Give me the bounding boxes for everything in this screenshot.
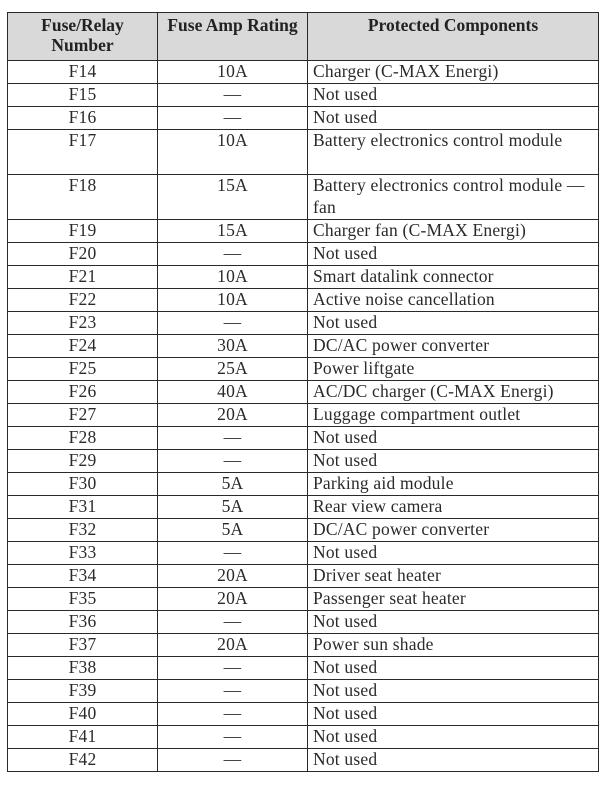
amp-rating: — <box>158 726 308 749</box>
fuse-number: F42 <box>8 749 158 772</box>
fuse-number: F18 <box>8 175 158 220</box>
protected-component: Active noise cancellation <box>308 289 599 312</box>
protected-component: Not used <box>308 450 599 473</box>
protected-component: Battery electronics control module <box>308 130 599 175</box>
amp-rating: — <box>158 611 308 634</box>
protected-component: Luggage compartment outlet <box>308 404 599 427</box>
table-row <box>8 703 599 726</box>
table-row <box>8 496 599 519</box>
header-row <box>8 13 599 61</box>
amp-rating: 20A <box>158 634 308 657</box>
fuse-number: F22 <box>8 289 158 312</box>
protected-component: Passenger seat heater <box>308 588 599 611</box>
fuse-number: F38 <box>8 657 158 680</box>
header-fuse-number: Fuse/Relay Number <box>8 13 158 61</box>
amp-rating: — <box>158 84 308 107</box>
protected-component: Not used <box>308 84 599 107</box>
amp-rating: — <box>158 680 308 703</box>
protected-component: Not used <box>308 680 599 703</box>
fuse-number: F41 <box>8 726 158 749</box>
table-row <box>8 427 599 450</box>
amp-rating: 5A <box>158 519 308 542</box>
table-row <box>8 381 599 404</box>
fuse-number: F34 <box>8 565 158 588</box>
table-row <box>8 634 599 657</box>
protected-component: Driver seat heater <box>308 565 599 588</box>
fuse-number: F15 <box>8 84 158 107</box>
table-row <box>8 175 599 220</box>
fuse-number: F29 <box>8 450 158 473</box>
amp-rating: 10A <box>158 130 308 175</box>
fuse-number: F17 <box>8 130 158 175</box>
protected-component: Power liftgate <box>308 358 599 381</box>
protected-component: Not used <box>308 542 599 565</box>
amp-rating: 30A <box>158 335 308 358</box>
protected-component: Not used <box>308 107 599 130</box>
table-row <box>8 726 599 749</box>
fuse-number: F32 <box>8 519 158 542</box>
table-row <box>8 61 599 84</box>
fuse-number: F31 <box>8 496 158 519</box>
table-row <box>8 542 599 565</box>
protected-component: Power sun shade <box>308 634 599 657</box>
protected-component: Parking aid module <box>308 473 599 496</box>
table-row <box>8 680 599 703</box>
protected-component: Not used <box>308 611 599 634</box>
protected-component: Not used <box>308 657 599 680</box>
protected-component: Battery electronics control module — fan <box>308 175 599 220</box>
fuse-number: F33 <box>8 542 158 565</box>
table-row <box>8 107 599 130</box>
amp-rating: 40A <box>158 381 308 404</box>
fuse-number: F25 <box>8 358 158 381</box>
fuse-number: F20 <box>8 243 158 266</box>
protected-component: Not used <box>308 703 599 726</box>
fuse-number: F39 <box>8 680 158 703</box>
table-body <box>8 61 599 772</box>
table-row <box>8 565 599 588</box>
amp-rating: 20A <box>158 588 308 611</box>
amp-rating: — <box>158 312 308 335</box>
amp-rating: — <box>158 703 308 726</box>
table-row <box>8 243 599 266</box>
fuse-table <box>7 12 599 772</box>
fuse-number: F27 <box>8 404 158 427</box>
fuse-number: F36 <box>8 611 158 634</box>
fuse-number: F16 <box>8 107 158 130</box>
table-header <box>8 13 599 61</box>
amp-rating: 5A <box>158 496 308 519</box>
table-row <box>8 450 599 473</box>
amp-rating: — <box>158 450 308 473</box>
table-row <box>8 473 599 496</box>
table-row <box>8 588 599 611</box>
table-row <box>8 266 599 289</box>
amp-rating: — <box>158 243 308 266</box>
table-row <box>8 404 599 427</box>
amp-rating: 20A <box>158 404 308 427</box>
fuse-number: F21 <box>8 266 158 289</box>
protected-component: Rear view camera <box>308 496 599 519</box>
protected-component: Charger fan (C-MAX Energi) <box>308 220 599 243</box>
table-row <box>8 657 599 680</box>
amp-rating: 10A <box>158 289 308 312</box>
fuse-number: F26 <box>8 381 158 404</box>
amp-rating: — <box>158 749 308 772</box>
fuse-number: F14 <box>8 61 158 84</box>
header-protected-components: Protected Components <box>308 13 599 61</box>
amp-rating: — <box>158 427 308 450</box>
table-row <box>8 130 599 175</box>
protected-component: Smart datalink connector <box>308 266 599 289</box>
table-row <box>8 289 599 312</box>
amp-rating: 10A <box>158 61 308 84</box>
amp-rating: 15A <box>158 175 308 220</box>
protected-component: Not used <box>308 749 599 772</box>
fuse-number: F37 <box>8 634 158 657</box>
fuse-number: F19 <box>8 220 158 243</box>
protected-component: Not used <box>308 726 599 749</box>
amp-rating: 15A <box>158 220 308 243</box>
fuse-number: F40 <box>8 703 158 726</box>
table-row <box>8 611 599 634</box>
fuse-number: F30 <box>8 473 158 496</box>
protected-component: DC/AC power converter <box>308 335 599 358</box>
protected-component: DC/AC power converter <box>308 519 599 542</box>
table-row <box>8 220 599 243</box>
amp-rating: — <box>158 657 308 680</box>
fuse-number: F35 <box>8 588 158 611</box>
protected-component: Not used <box>308 312 599 335</box>
header-amp-rating: Fuse Amp Rating <box>158 13 308 61</box>
amp-rating: — <box>158 107 308 130</box>
fuse-number: F28 <box>8 427 158 450</box>
protected-component: Not used <box>308 427 599 450</box>
amp-rating: 20A <box>158 565 308 588</box>
table-row <box>8 335 599 358</box>
amp-rating: — <box>158 542 308 565</box>
amp-rating: 5A <box>158 473 308 496</box>
protected-component: Not used <box>308 243 599 266</box>
fuse-number: F23 <box>8 312 158 335</box>
table-row <box>8 749 599 772</box>
amp-rating: 10A <box>158 266 308 289</box>
table-row <box>8 84 599 107</box>
table-row <box>8 312 599 335</box>
table-row <box>8 358 599 381</box>
protected-component: Charger (C-MAX Energi) <box>308 61 599 84</box>
table-row <box>8 519 599 542</box>
fuse-number: F24 <box>8 335 158 358</box>
amp-rating: 25A <box>158 358 308 381</box>
protected-component: AC/DC charger (C-MAX Energi) <box>308 381 599 404</box>
